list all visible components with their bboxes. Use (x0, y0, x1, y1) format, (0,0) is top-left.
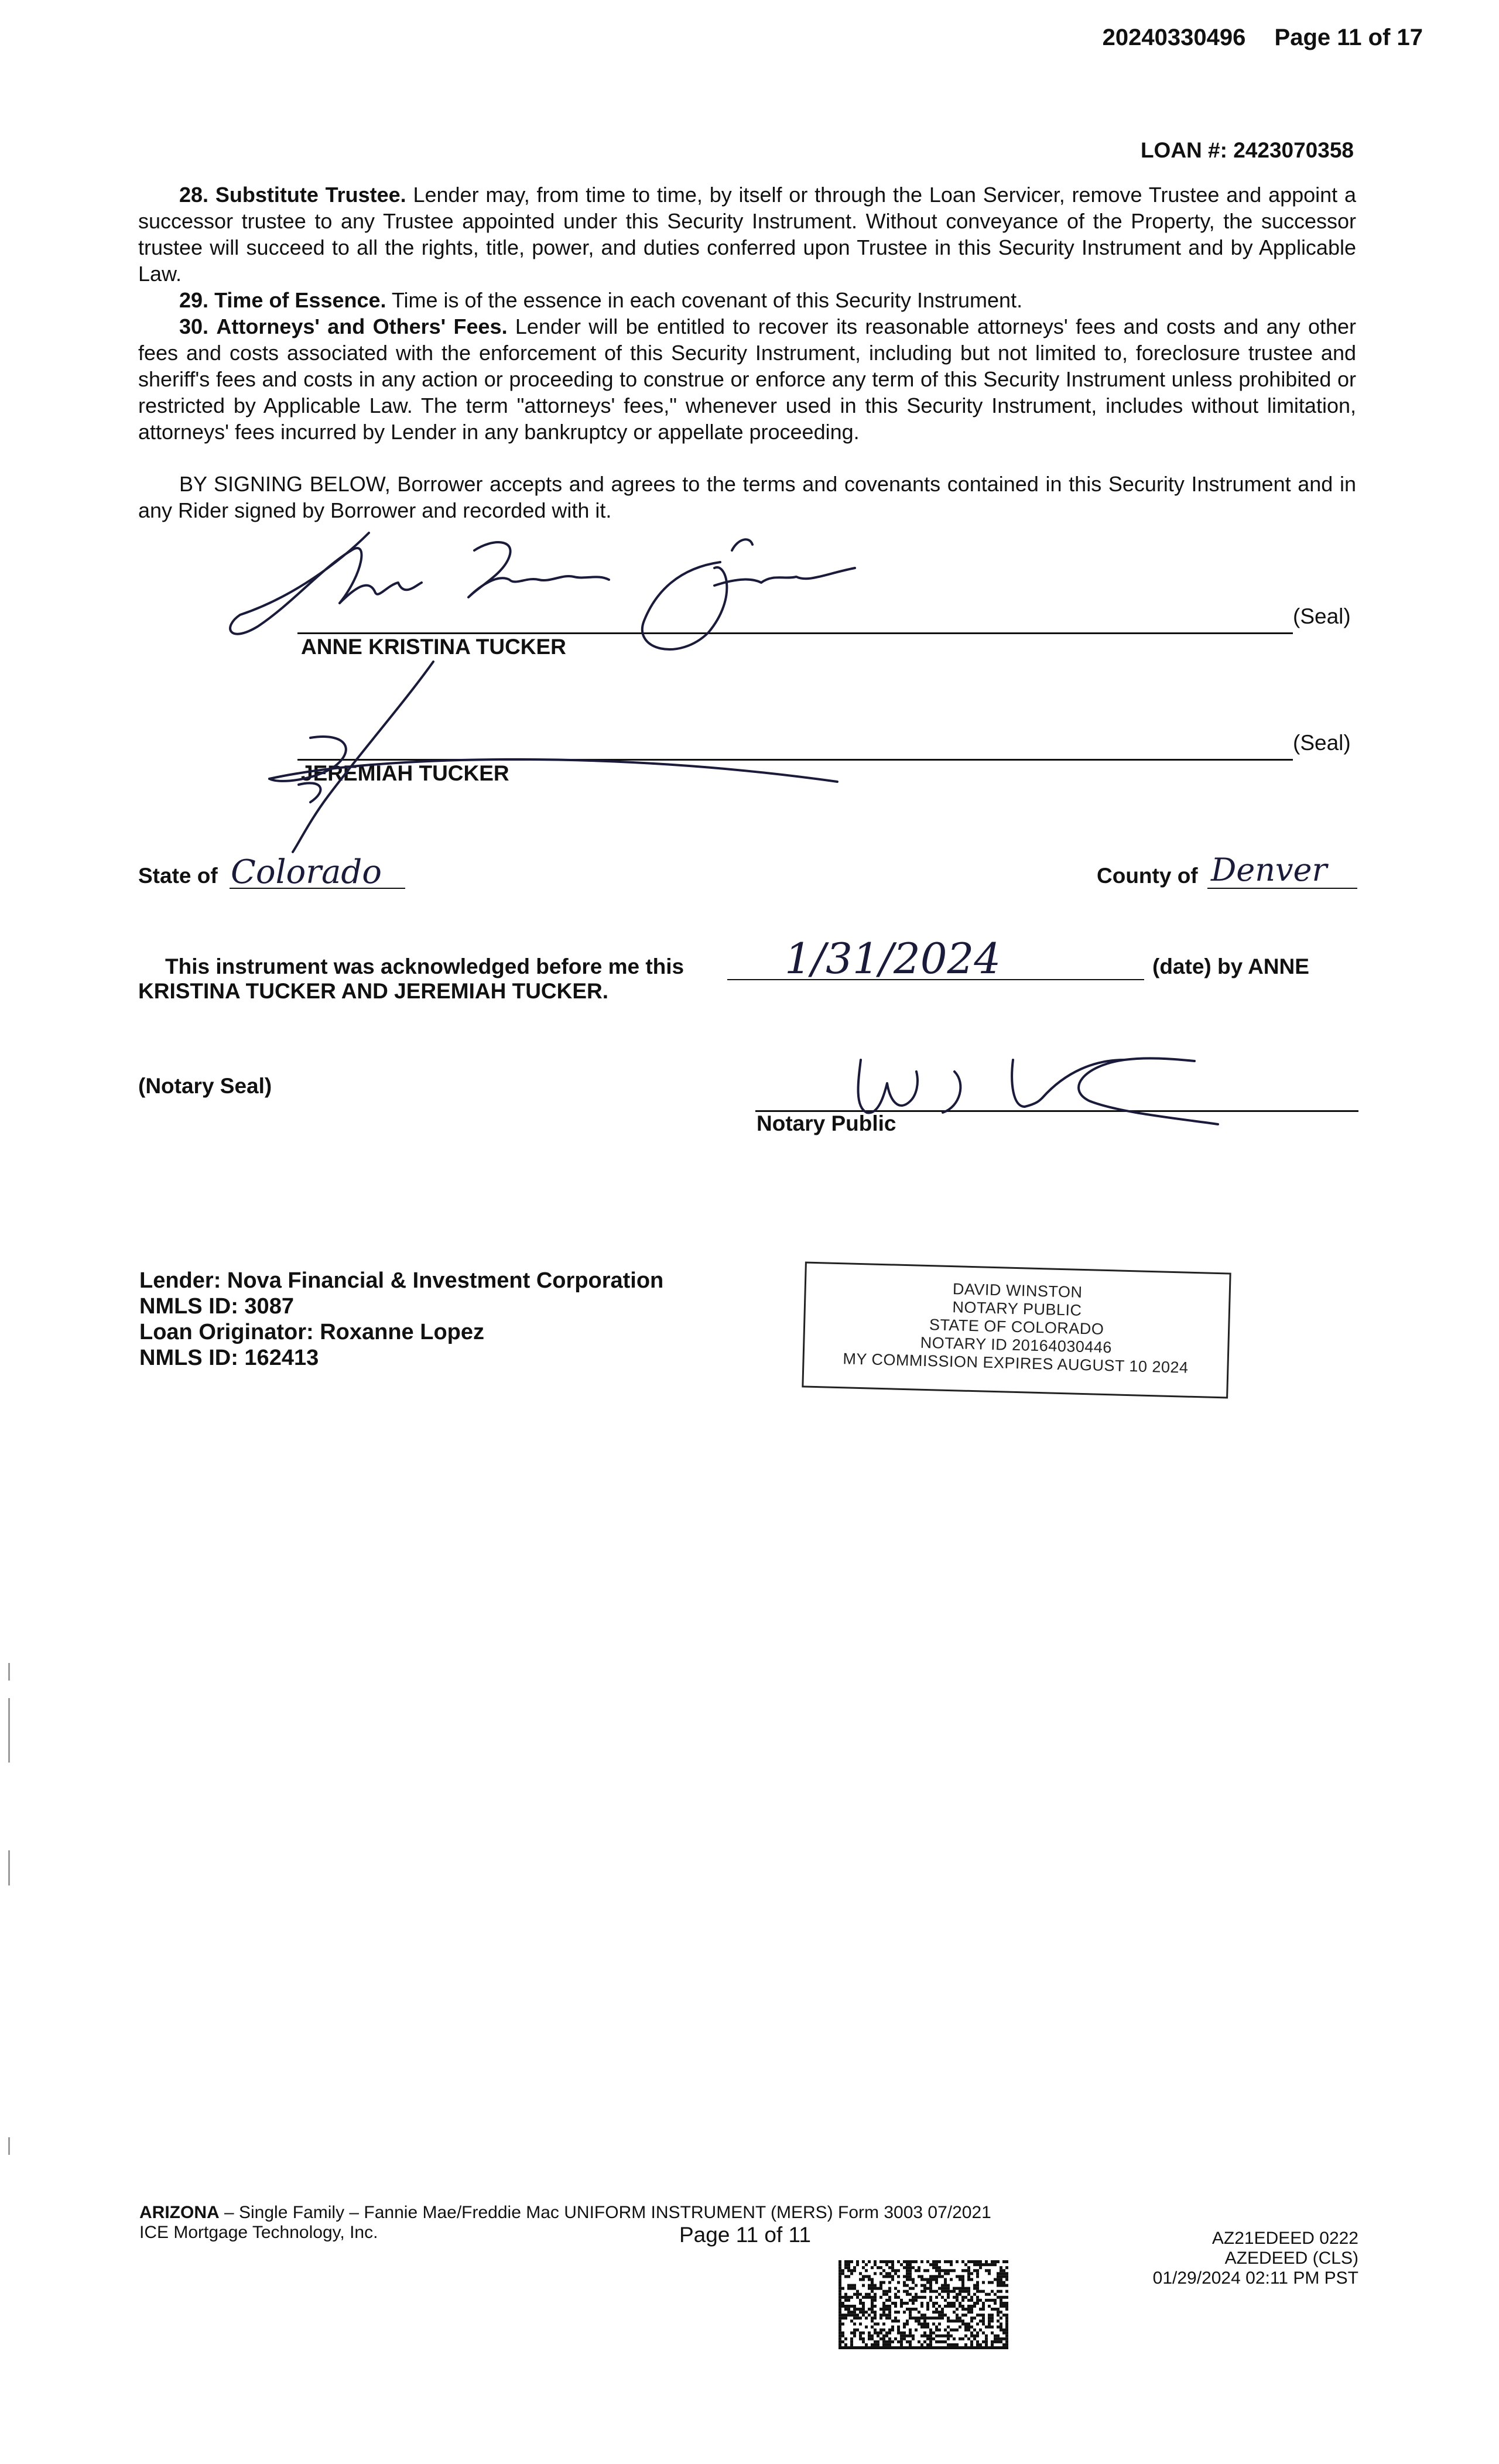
handwritten-county (1211, 843, 1363, 890)
form-company: ICE Mortgage Technology, Inc. (139, 2223, 378, 2242)
notary-signature (843, 1048, 1253, 1136)
footer-page-number: Page 11 of 11 (679, 2223, 811, 2247)
section-title: Substitute Trustee. (215, 183, 406, 207)
seal-label-2: (Seal) (1293, 731, 1351, 755)
section-29 (138, 287, 1356, 313)
section-text: Lender will be entitled to recover its reasonable attorneys' fees and costs and any other fees and costs associated with the enforcement of this Security Instrument, including but not limited to, foreclosure trustee and sheriff's fees and costs in any action or proceeding to construe or enforce any term of this Security Instrument unless prohibited or restricted by Applicable Law. The term "attorneys' fees," whenever used in this Security Instrument, includes without limitation, attorneys' fees incurred by Lender in any bankruptcy or appellate proceeding. (138, 314, 1356, 444)
loan-originator: Loan Originator: Roxanne Lopez (139, 1320, 485, 1344)
section-number: 29. (179, 288, 209, 312)
signing-statement: BY SIGNING BELOW, Borrower accepts and agrees to the terms and covenants contained in this Security Instrument and in any Rider signed by Borrower and recorded with it. (138, 472, 1356, 522)
scan-mark (8, 1698, 10, 1763)
section-text: Time is of the essence in each covenant of this Security Instrument. (386, 288, 1023, 312)
section-text: Lender may, from time to time, by itself or through the Loan Servicer, remove Trustee and appoint a successor trustee to any Trustee appointed under this Security Instrument. Without conveyance of the Property, the successor trustee will succeed to all the rights, title, power, and duties conferred upon Trustee in this Security Instrument and by Applicable Law. (138, 183, 1356, 286)
originator-nmls: NMLS ID: 162413 (139, 1346, 319, 1370)
form-state: ARIZONA (139, 2203, 220, 2222)
scan-mark (8, 1850, 10, 1885)
document-number: 20240330496 (1102, 25, 1246, 50)
section-number: 28. (179, 183, 209, 207)
loan-number: LOAN #: 2423070358 (1140, 138, 1354, 162)
scan-mark (8, 2137, 10, 2155)
handwritten-state-text: Colorado (231, 853, 382, 891)
signer-name-1: ANNE KRISTINA TUCKER (301, 635, 566, 659)
notary-public-label: Notary Public (757, 1111, 896, 1135)
signer-name-2: JEREMIAH TUCKER (301, 761, 509, 785)
section-number: 30. (179, 314, 209, 338)
section-28 (138, 182, 1356, 287)
notary-seal-label: (Notary Seal) (138, 1074, 272, 1098)
lender-nmls: NMLS ID: 3087 (139, 1294, 294, 1319)
section-title: Time of Essence. (214, 288, 386, 312)
stamp-line-4: NOTARY ID 20164030446 (920, 1333, 1113, 1357)
stamp-line-5: MY COMMISSION EXPIRES AUGUST 10 2024 (843, 1350, 1189, 1377)
form-code-2: AZEDEED (CLS) (1224, 2249, 1358, 2268)
county-label: County of (1097, 864, 1198, 888)
ack-text-2: (date) by ANNE (1152, 954, 1309, 978)
page-header (1103, 25, 1423, 51)
footer-codes (1153, 2229, 1358, 2288)
ack-text-3: KRISTINA TUCKER AND JEREMIAH TUCKER. (138, 979, 609, 1003)
state-label: State of (138, 864, 218, 888)
seal-label-1: (Seal) (1293, 604, 1351, 628)
lender-name: Lender: Nova Financial & Investment Corporation (139, 1268, 664, 1293)
handwritten-date-text: 1/31/2024 (785, 934, 1001, 983)
footer-form-info (139, 2203, 991, 2243)
scan-mark (8, 1663, 10, 1681)
form-code-1: AZ21EDEED 0222 (1211, 2229, 1358, 2248)
handwritten-signature-1 (223, 527, 984, 679)
handwritten-date (785, 925, 1089, 984)
handwritten-signature-2 (258, 662, 843, 855)
notary-stamp (802, 1262, 1231, 1399)
stamp-line-2: NOTARY PUBLIC (952, 1298, 1082, 1319)
page-indicator: Page 11 of 17 (1274, 25, 1423, 50)
barcode-icon (839, 2260, 1008, 2349)
stamp-line-3: STATE OF COLORADO (929, 1316, 1104, 1338)
handwritten-county-text: Denver (1211, 851, 1327, 888)
form-timestamp: 01/29/2024 02:11 PM PST (1152, 2268, 1358, 2288)
section-30 (138, 313, 1356, 445)
handwritten-state (231, 843, 418, 890)
document-body (138, 182, 1356, 523)
ack-text-1: This instrument was acknowledged before me this (165, 954, 685, 978)
lender-info (139, 1268, 663, 1371)
section-title: Attorneys' and Others' Fees. (216, 314, 508, 338)
stamp-line-1: DAVID WINSTON (952, 1280, 1083, 1301)
form-line (139, 2203, 991, 2223)
form-description: – Single Family – Fannie Mae/Freddie Mac UNIFORM INSTRUMENT (MERS) Form 3003 07/2021 (219, 2203, 991, 2222)
